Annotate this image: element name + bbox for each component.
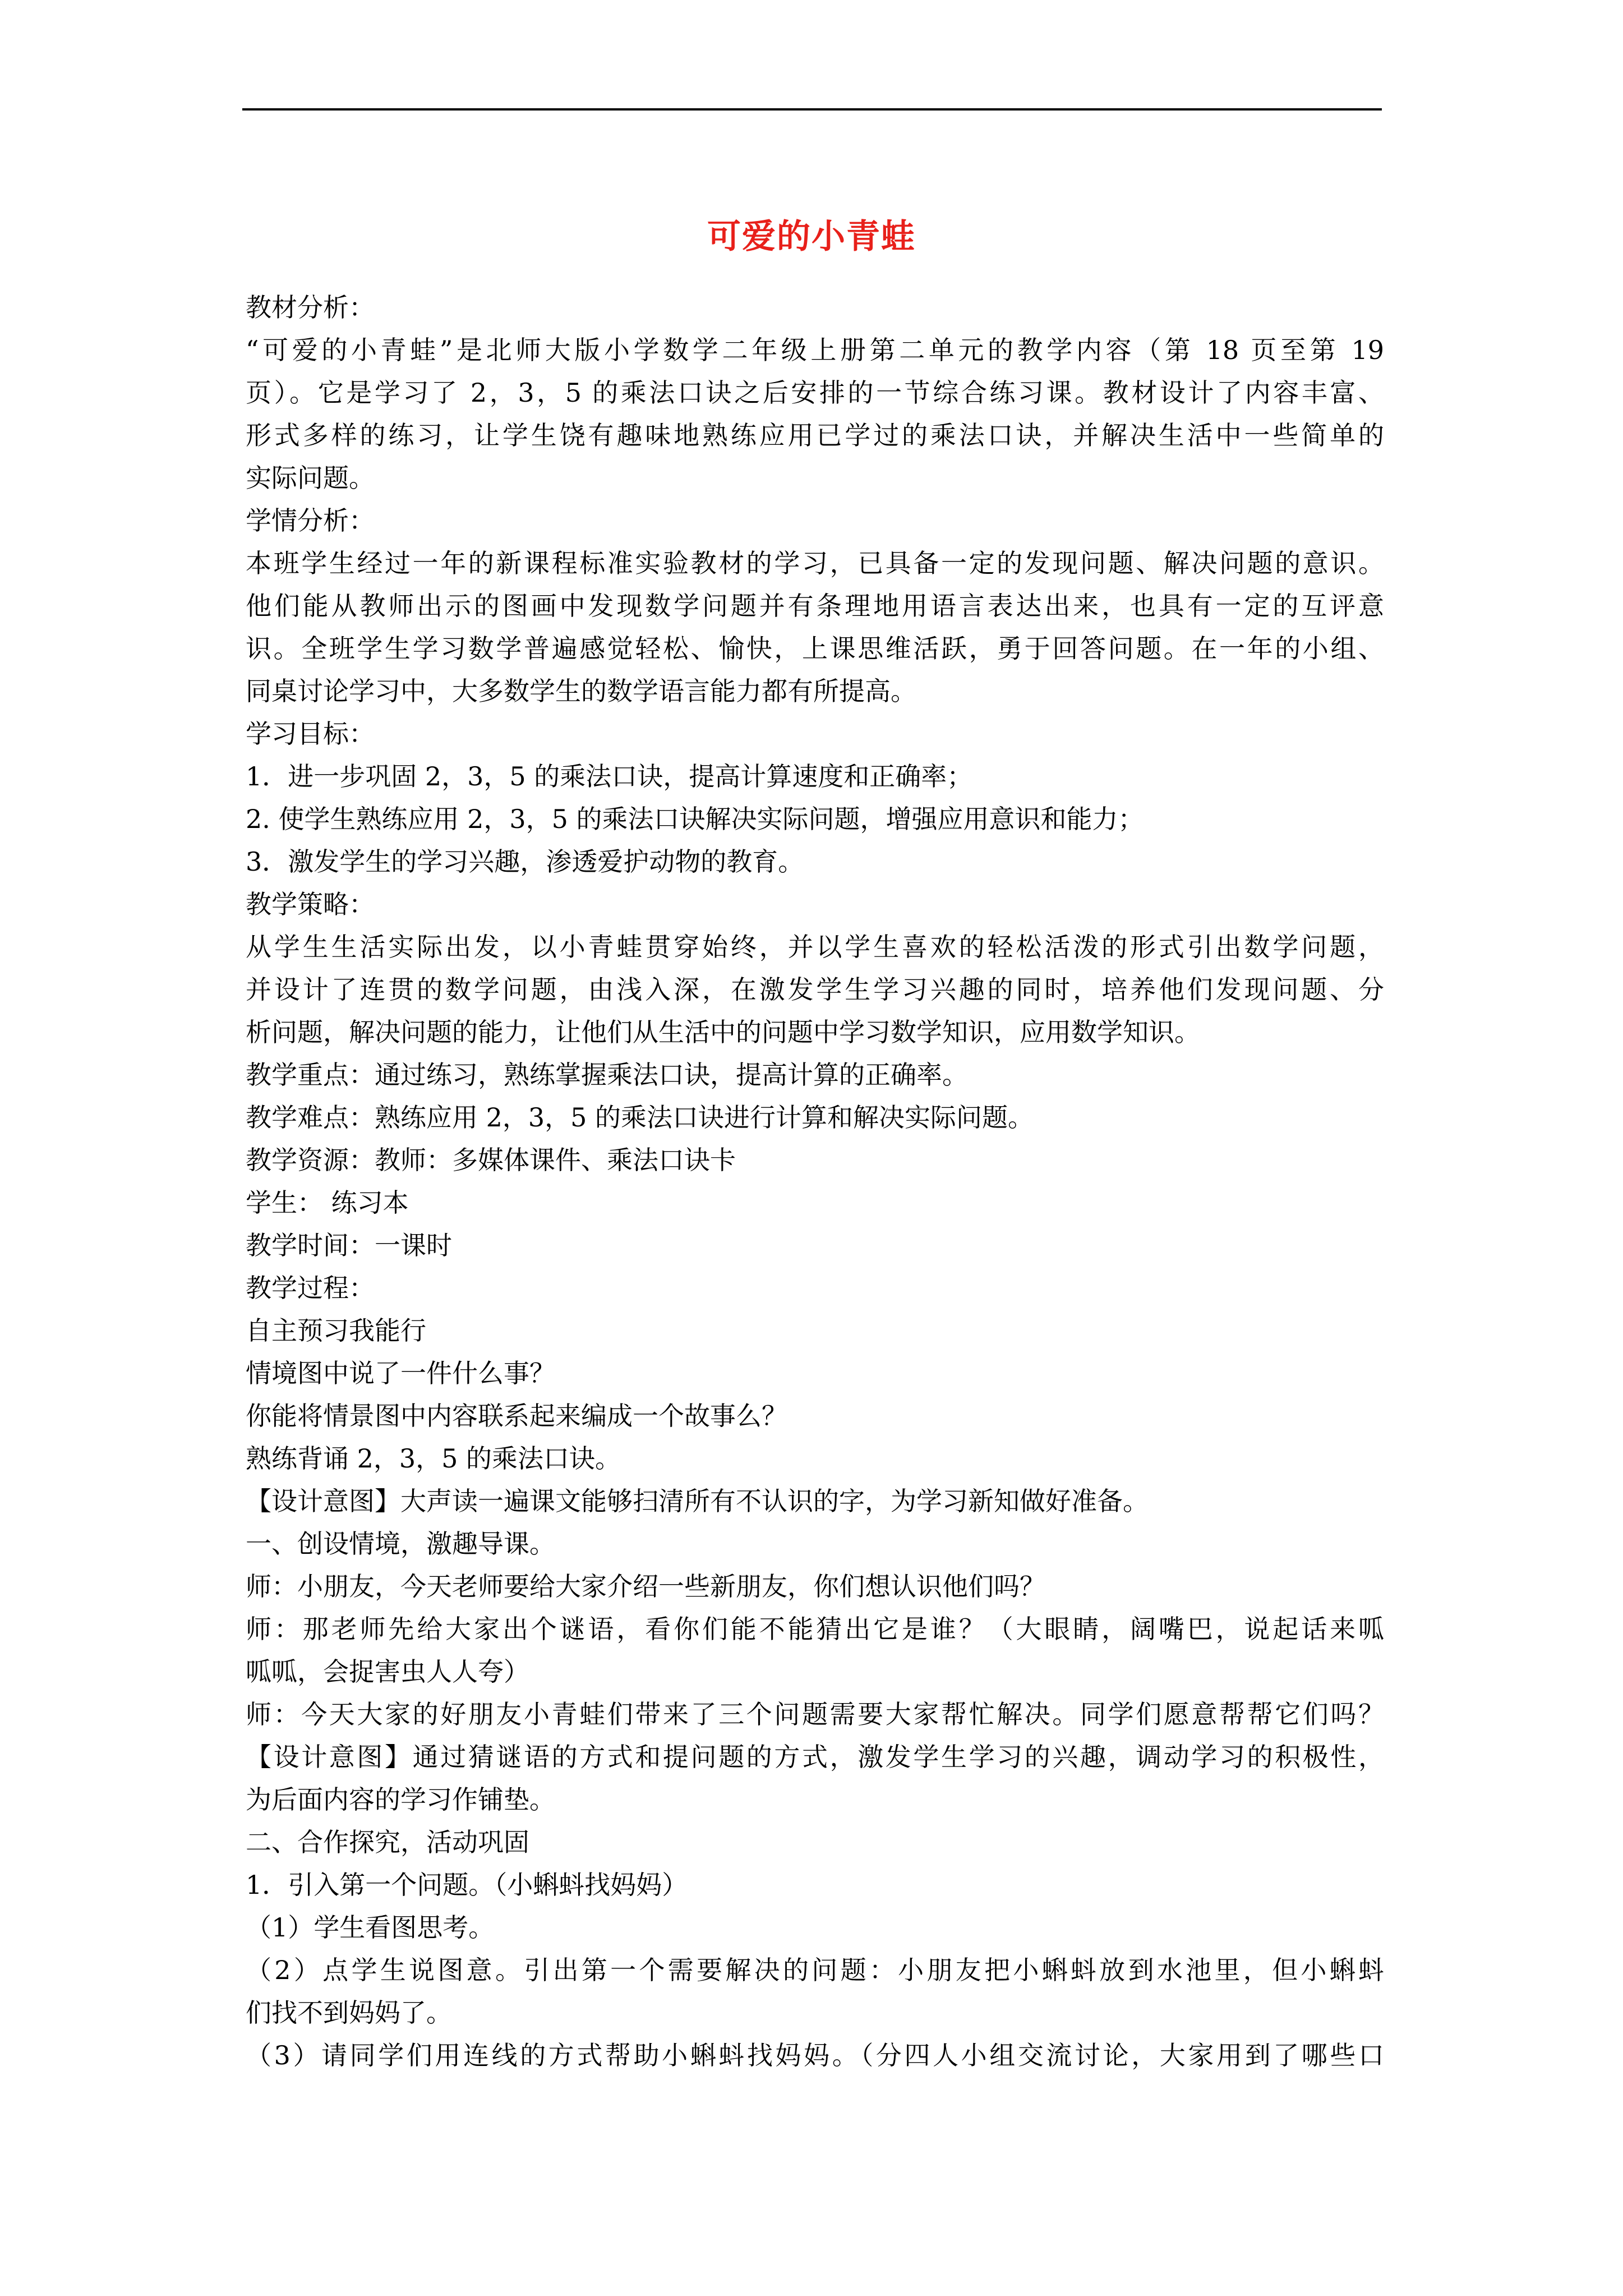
text-line: 熟练背诵 2，3，5 的乘法口诀。 <box>246 1443 621 1474</box>
document-body <box>246 286 1384 2077</box>
text-line: 学情分析： <box>246 505 375 536</box>
text-line: 并设计了连贯的数学问题，由浅入深，在激发学生学习兴趣的同时，培养他们发现问题、分 <box>246 974 1384 1005</box>
text-line: 师：今天大家的好朋友小青蛙们带来了三个问题需要大家帮忙解决。同学们愿意帮帮它们吗？ <box>246 1699 1384 1729</box>
text-line: 师：小朋友，今天老师要给大家介绍一些新朋友，你们想认识他们吗？ <box>246 1571 1045 1602</box>
text-line: 识。全班学生学习数学普遍感觉轻松、愉快，上课思维活跃，勇于回答问题。在一年的小组、 <box>246 633 1384 664</box>
text-line: 页）。它是学习了 2，3，5 的乘法口诀之后安排的一节综合练习课。教材设计了内容丰富、 <box>246 378 1384 408</box>
text-line: 情境图中说了一件什么事？ <box>246 1358 555 1388</box>
text-line: 同桌讨论学习中，大多数学生的数学语言能力都有所提高。 <box>246 676 916 706</box>
text-line: 他们能从教师出示的图画中发现数学问题并有条理地用语言表达出来，也具有一定的互评意 <box>246 591 1384 621</box>
text-line: 【设计意图】大声读一遍课文能够扫清所有不认识的字，为学习新知做好准备。 <box>246 1486 1149 1516</box>
text-line: 教学时间：一课时 <box>246 1230 452 1260</box>
text-line: 2. 使学生熟练应用 2，3，5 的乘法口诀解决实际问题，增强应用意识和能力； <box>246 804 1144 834</box>
text-line: 析问题，解决问题的能力，让他们从生活中的问题中学习数学知识，应用数学知识。 <box>246 1017 1200 1047</box>
text-line: 教学过程： <box>246 1273 375 1303</box>
text-line: 呱呱，会捉害虫人人夸） <box>246 1657 529 1687</box>
text-line: 你能将情景图中内容联系起来编成一个故事么？ <box>246 1401 787 1431</box>
text-line: 学生： 练习本 <box>246 1188 409 1218</box>
header-rule <box>242 108 1382 111</box>
text-line: 教学策略： <box>246 889 375 919</box>
text-line: 1．进一步巩固 2，3，5 的乘法口诀，提高计算速度和正确率； <box>246 761 973 792</box>
text-line: （3）请同学们用连线的方式帮助小蝌蚪找妈妈。（分四人小组交流讨论，大家用到了哪些口 <box>246 2040 1384 2070</box>
text-line: 形式多样的练习，让学生饶有趣味地熟练应用已学过的乘法口诀，并解决生活中一些简单的 <box>246 420 1384 450</box>
text-line: 教学重点：通过练习，熟练掌握乘法口诀，提高计算的正确率。 <box>246 1060 968 1090</box>
text-line: （2）点学生说图意。引出第一个需要解决的问题：小朋友把小蝌蚪放到水池里，但小蝌蚪 <box>246 1955 1384 1985</box>
document-title: 可爱的小青蛙 <box>707 217 916 256</box>
text-line: 3．激发学生的学习兴趣，渗透爱护动物的教育。 <box>246 846 804 877</box>
text-line: 一、创设情境，激趣导课。 <box>246 1529 555 1559</box>
text-line: 从学生生活实际出发，以小青蛙贯穿始终，并以学生喜欢的轻松活泼的形式引出数学问题， <box>246 932 1384 962</box>
text-line: 学习目标： <box>246 719 375 749</box>
text-line: 自主预习我能行 <box>246 1315 426 1346</box>
text-line: 二、合作探究，活动巩固 <box>246 1827 529 1857</box>
text-line: 教材分析： <box>246 292 375 323</box>
text-line: 教学资源：教师：多媒体课件、乘法口诀卡 <box>246 1145 736 1175</box>
text-line: 实际问题。 <box>246 463 375 493</box>
text-line: 师：那老师先给大家出个谜语，看你们能不能猜出它是谁？（大眼睛，阔嘴巴，说起话来呱 <box>246 1614 1384 1644</box>
text-line: 1．引入第一个问题。（小蝌蚪找妈妈） <box>246 1870 688 1900</box>
text-line: （1）学生看图思考。 <box>246 1912 495 1943</box>
text-line: 本班学生经过一年的新课程标准实验教材的学习，已具备一定的发现问题、解决问题的意识。 <box>246 548 1384 578</box>
text-line: 教学难点：熟练应用 2，3，5 的乘法口诀进行计算和解决实际问题。 <box>246 1102 1034 1133</box>
text-line: 【设计意图】通过猜谜语的方式和提问题的方式，激发学生学习的兴趣，调动学习的积极性， <box>246 1742 1384 1772</box>
text-line: 为后面内容的学习作铺垫。 <box>246 1784 555 1815</box>
text-line: 们找不到妈妈了。 <box>246 1998 452 2028</box>
text-line: “可爱的小青蛙”是北师大版小学数学二年级上册第二单元的教学内容（第 18 页至第 19 <box>246 335 1384 365</box>
